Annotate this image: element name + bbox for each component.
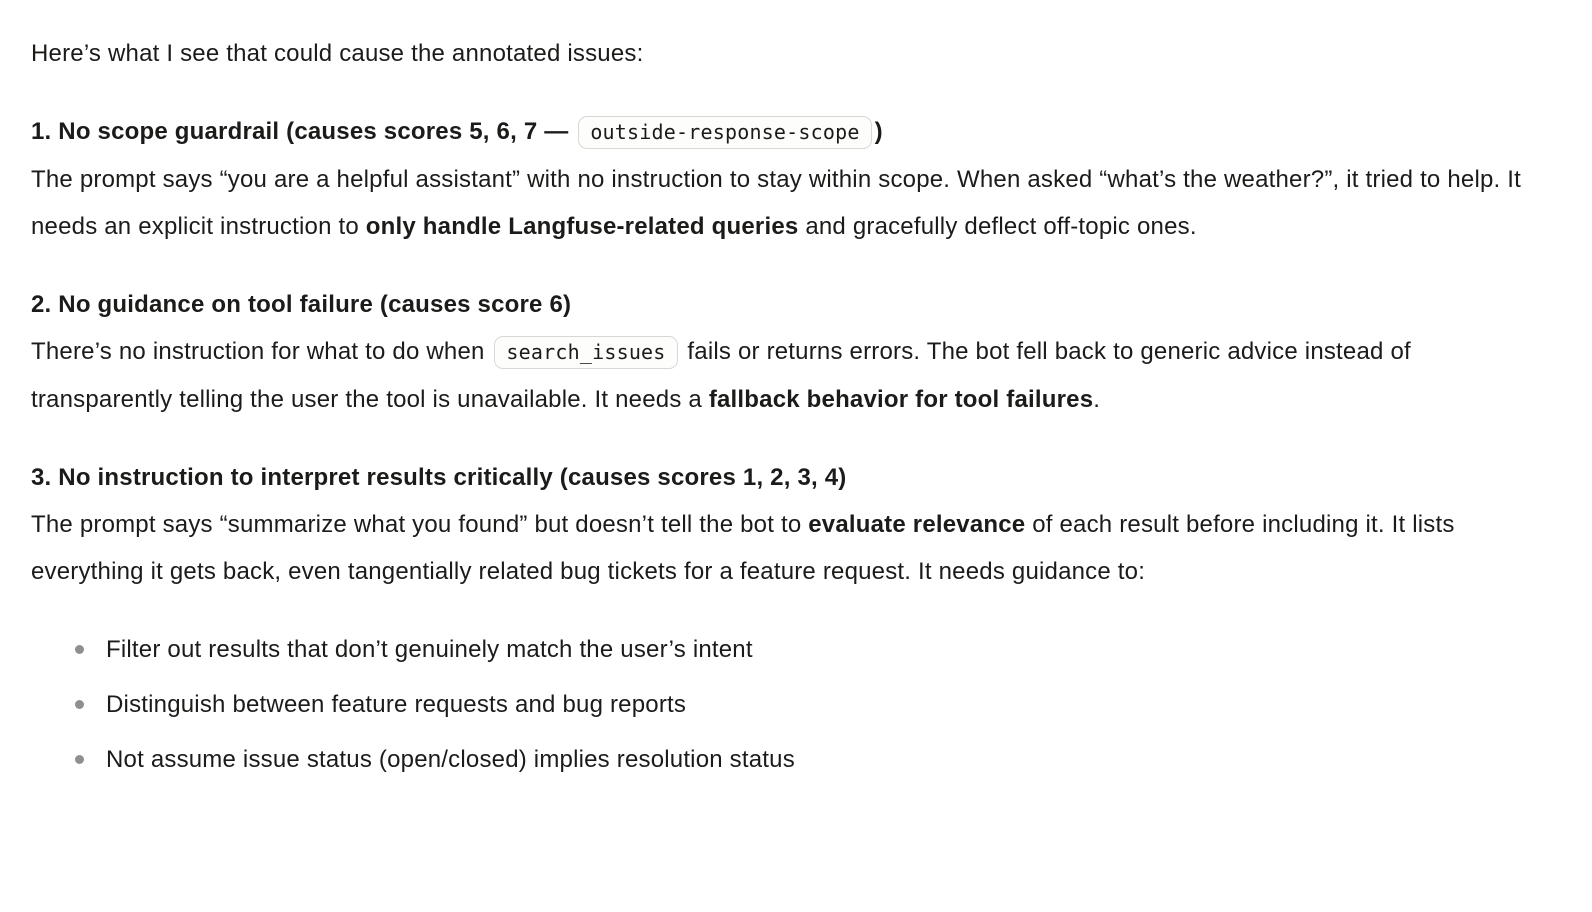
section-tool-failure bbox=[31, 281, 1541, 423]
list-item bbox=[75, 626, 1541, 673]
text-run-bold: evaluate relevance bbox=[808, 511, 1026, 538]
text-run: fails or returns errors. The bot fell back to generic advice instead of transparently telling the user the tool is unavailable. It needs a bbox=[31, 338, 1411, 413]
text-run-bold: fallback behavior for tool failures bbox=[708, 386, 1094, 413]
section-interpret-results bbox=[31, 454, 1541, 595]
list-item bbox=[75, 681, 1541, 728]
section-1-body bbox=[31, 156, 1541, 250]
text-run: . bbox=[1093, 386, 1101, 413]
heading-text: 2. No guidance on tool failure (causes score 6) bbox=[31, 291, 572, 318]
text-run: of each result before including it. It lists everything it gets back, even tangentially related bug tickets for a feature request. It needs guidance to: bbox=[31, 511, 1455, 585]
section-2-body bbox=[31, 328, 1541, 423]
section-3-heading bbox=[31, 454, 1541, 501]
inline-code-chip: search_issues bbox=[494, 336, 677, 369]
bullet-icon bbox=[75, 645, 84, 654]
text-run: and gracefully deflect off-topic ones. bbox=[805, 213, 1197, 240]
section-1-heading bbox=[31, 108, 1541, 156]
bullet-icon bbox=[75, 755, 84, 764]
bullet-icon bbox=[75, 700, 84, 709]
text-run: The prompt says “you are a helpful assistant” with no instruction to stay within scope. When asked “what’s the weather?”, it tried to help. It needs an explicit instruction to bbox=[31, 166, 1521, 240]
guidance-list bbox=[31, 626, 1541, 783]
section-2-heading bbox=[31, 281, 1541, 328]
heading-text: ) bbox=[874, 118, 883, 145]
text-run: The prompt says “summarize what you found” but doesn’t tell the bot to bbox=[31, 511, 809, 538]
text-run-bold: only handle Langfuse-related queries bbox=[365, 213, 799, 240]
heading-text: 1. No scope guardrail (causes scores 5, 6, 7 — bbox=[31, 118, 576, 145]
inline-code-chip: outside-response-scope bbox=[578, 116, 871, 149]
intro-paragraph: Here’s what I see that could cause the annotated issues: bbox=[31, 40, 644, 67]
section-scope-guardrail bbox=[31, 108, 1541, 250]
list-item bbox=[75, 736, 1541, 783]
heading-text: 3. No instruction to interpret results critically (causes scores 1, 2, 3, 4) bbox=[31, 464, 847, 491]
list-item-text: Distinguish between feature requests and bug reports bbox=[106, 691, 687, 718]
text-run: There’s no instruction for what to do when bbox=[31, 338, 492, 365]
section-3-body bbox=[31, 501, 1541, 595]
list-item-text: Not assume issue status (open/closed) implies resolution status bbox=[106, 746, 795, 773]
list-item-text: Filter out results that don’t genuinely match the user’s intent bbox=[106, 636, 753, 663]
